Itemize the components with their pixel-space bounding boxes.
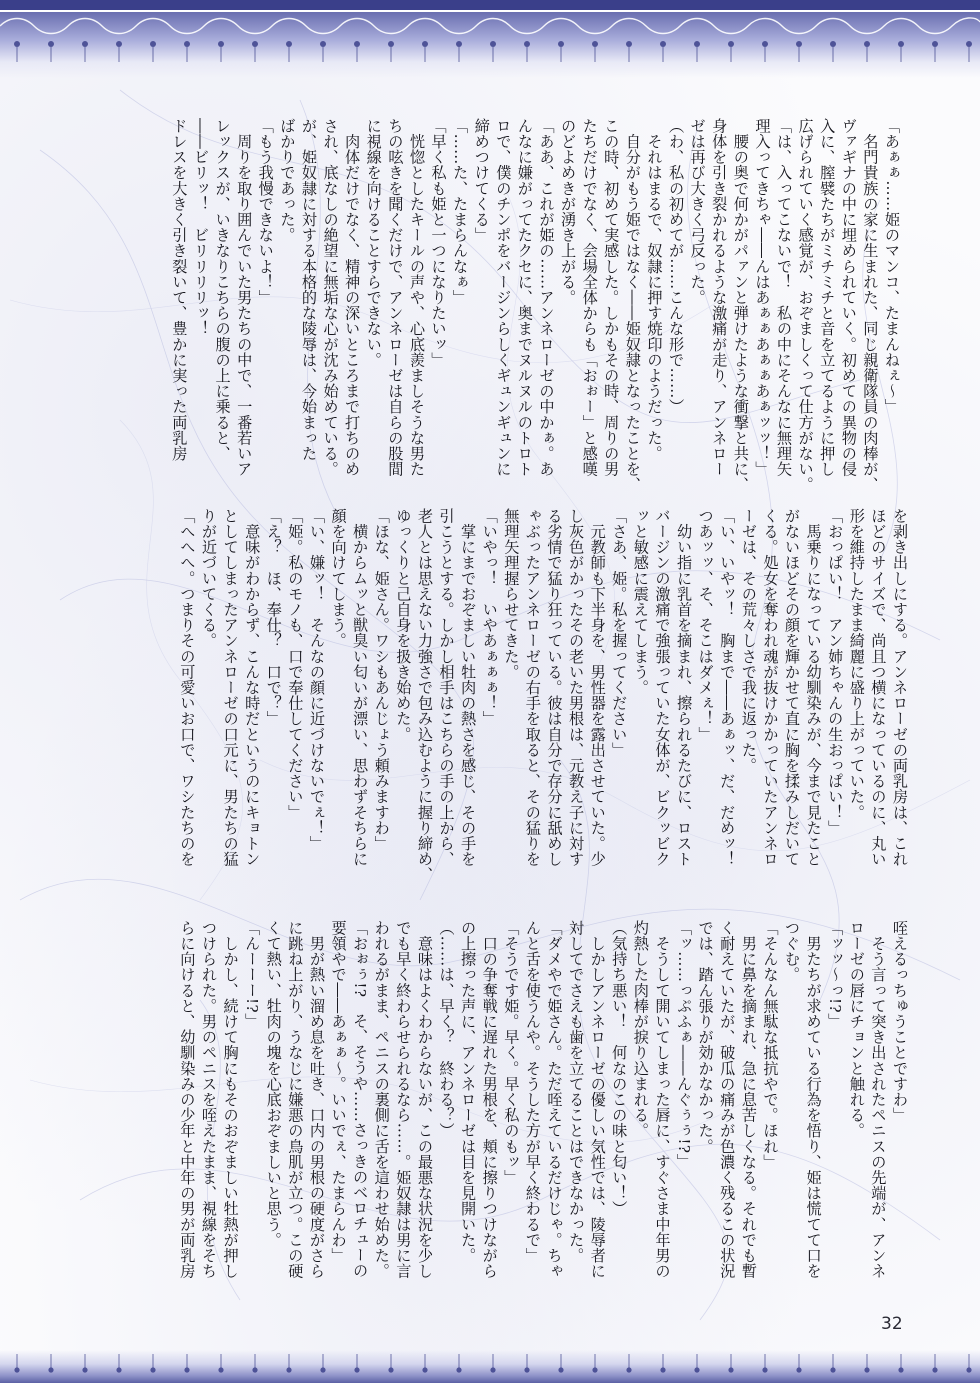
text-line: ドレスを大きく引き裂いて、豊かに実った両乳房 <box>170 118 189 462</box>
text-line: りが近づいてくる。 <box>200 508 218 649</box>
text-line: しかしアンネローゼの優しい気性では、陵辱者に <box>588 920 607 1279</box>
text-line: ゼは再び大きく弓反った。 <box>688 118 707 306</box>
text-line: 「そうです姫。早く。早く私のもッ」 <box>502 920 521 1186</box>
text-line: を剥き出しにする。アンネローゼの両乳房は、これ <box>891 508 909 867</box>
text-line: 男が熱い溜め息を吐き、口内の男根の硬度がさら <box>307 920 326 1279</box>
text-line: くる。処女を奪われ魂が抜けかかっていたアンネロ <box>761 508 780 867</box>
text-line: く耐えていたが、破瓜の痛みが色濃く残るこの状況 <box>718 920 737 1279</box>
text-line: 引こうとする。しかし相手はこちらの手の上から、 <box>437 508 456 867</box>
text-block-lower <box>176 920 910 1320</box>
text-line: 「ほな、姫さん。ワシもあんじょう頼みますわ」 <box>372 508 391 852</box>
text-line: それはまるで、奴隷に押す焼印のようだった。 <box>645 118 664 462</box>
text-line: つけられた。男のペニスを咥えたまま、視線をそち <box>200 920 218 1279</box>
text-line: し灰色がかったその老いた男根は、元教え子に対す <box>567 508 586 867</box>
text-line: 元教師も下半身を、男性器を露出させていた。少 <box>588 508 607 867</box>
text-line: われるがまま、ペニスの裏側に舌を這わせ始めた。 <box>372 920 391 1279</box>
text-line: （……は、早く？ 終わる？） <box>437 920 456 1139</box>
text-line: 灼熱した肉棒が捩り込まれる。 <box>631 920 650 1139</box>
text-line: の上擦った声に、アンネローゼは目を見開いた。 <box>459 920 478 1264</box>
text-line: 「へへへ。つまりその可愛いお口で、ワシたちのを <box>178 508 197 867</box>
text-line: 肉体だけでなく、精神の深いところまで打ちのめ <box>343 118 362 477</box>
text-line: しかし、続けて胸にもそのおぞましい牡熱が押し <box>221 920 240 1279</box>
text-line: がないほどその顔を輝かせて直に胸を揉みしだいて <box>783 508 802 867</box>
text-line: 対してでさえも歯を立てることはできなかった。 <box>567 920 586 1264</box>
text-line: 横からムッと獣臭い匂いが漂い、思わずそちらに <box>351 508 370 867</box>
text-block-middle <box>176 508 910 908</box>
text-line: が、姫奴隷に対する本格的な陵辱は、今始まった <box>299 118 318 462</box>
text-line: 馬乗りになっている幼馴染みが、今まで見たこと <box>804 508 823 867</box>
text-line: 「ああ、これが姫の……アンネローゼの中かぁ。あ <box>537 118 556 477</box>
text-line: 「さあ、姫。私を握ってください」 <box>610 508 629 758</box>
text-line: のどよめきが湧き上がる。 <box>559 118 578 306</box>
text-line: る劣情で猛り狂っている。彼は自分で存分に舐めし <box>545 508 564 867</box>
text-line: ばかりであった。 <box>278 118 297 243</box>
text-line: 「ッッ～っ!?」 <box>826 920 845 1029</box>
text-line: 広げられていく感覚が、おぞましくって仕方がない。 <box>796 118 815 493</box>
text-line: 要領やで――あぁぁ～。いいでぇ、たまらんわ」 <box>329 920 348 1264</box>
text-line: 「え？ ほ、奉仕？ 口で？」 <box>264 508 283 727</box>
text-block-upper <box>168 118 902 494</box>
text-line: らに向けると、幼馴染みの少年と中年の男が両乳房 <box>178 920 197 1279</box>
text-line: ーゼは、その荒々しさで我に返った。 <box>739 508 758 774</box>
text-line: つぐむ。 <box>783 920 802 983</box>
ornament-border-bottom <box>0 1350 980 1383</box>
text-line: ――ビリッ！ ビリリリリッ！ <box>192 118 210 337</box>
text-line: 咥えるっちゅうことですわ」 <box>891 920 909 1123</box>
text-line: 理入ってきちゃ――んはあぁぁあぁぁあぁッッ！」 <box>753 118 772 477</box>
text-line: 「おっぱい！ アン姉ちゃんの生おっぱい！」 <box>826 508 845 836</box>
text-line: くて熱い、牡肉の塊を心底おぞましいと思う。 <box>264 920 283 1248</box>
text-line: 意味はよくわからないが、この最悪な状況を少し <box>415 920 434 1279</box>
text-line: ヴァギナの中に埋められていく。初めての異物の侵 <box>839 118 858 477</box>
text-line: 「は、入ってこないで！ 私の中にそんなに無理矢 <box>775 118 794 477</box>
text-line: 「んーーー!?」 <box>243 920 262 1029</box>
text-line: 形を維持したまま綺麗に盛り上がっていた。 <box>847 508 866 820</box>
text-line: 「そんなん無駄な抵抗やで。ほれ」 <box>761 920 780 1170</box>
text-line: そうして開いてしまった唇に、すぐさま中年男の <box>653 920 672 1279</box>
decorative-header-band <box>0 0 980 78</box>
text-line: 「い、いやッ！ 胸まで――あぁッ、だ、だめッ！ <box>718 508 737 867</box>
text-line: 無理矢理握らせてきた。 <box>502 508 521 680</box>
text-line: でも早く終わらせられるなら……。姫奴隷は男に言 <box>394 920 413 1279</box>
text-line: 「早く私も姫と一つになりたいッ」 <box>429 118 448 368</box>
text-line: 幼い指に乳首を摘まれ、擦られるたびに、ロスト <box>675 508 694 867</box>
text-line: この時、初めて実感した。しかもその時、周りの男 <box>602 118 621 477</box>
text-line: 「ッ……っぷふぁ――んぐぅぅ!?」 <box>675 920 694 1169</box>
text-line: （わ、私の初めてが……こんな形で……） <box>667 118 686 415</box>
text-line: 「……た、たまらんなぁ」 <box>451 118 470 306</box>
decorative-footer-band <box>0 1350 980 1383</box>
text-line: 「ダメやで姫さん。ただ咥えているだけじゃ。ちゃ <box>545 920 564 1279</box>
text-line: 男たちが求めている行為を悟り、姫は慌てて口を <box>804 920 823 1279</box>
text-line: 口の争奪戦に遅れた男根を、頬に擦りつけながら <box>480 920 499 1279</box>
text-line: 男に鼻を摘まれ、急に息苦しくなる。それでも暫 <box>739 920 758 1279</box>
text-line: 「あぁぁ……姫のマンコ、たまんねぇ～」 <box>883 118 901 415</box>
text-line: つあッッ、そ、そこはダメぇ！」 <box>696 508 715 742</box>
text-line: 意味がわからず、こんな時だというのにキョトン <box>243 508 262 867</box>
text-line: 顔を向けてしまう。 <box>329 508 348 649</box>
text-line: 「い、嫌ッ！ そんなの顔に近づけないでぇ！」 <box>307 508 326 852</box>
text-line: ゆっくりと己自身を扱き始めた。 <box>394 508 413 742</box>
text-line: 「姫。私のモノも、口で奉仕してください」 <box>286 508 305 820</box>
text-line: 腰の奥で何かがパァンと弾けたような衝撃と共に、 <box>731 118 750 493</box>
text-line: 「もう我慢できないよ！」 <box>256 118 275 306</box>
text-line: ローゼの唇にチョンと触れる。 <box>847 920 866 1139</box>
text-line: に跳ね上がり、うなじに嫌悪の鳥肌が立つ。この硬 <box>286 920 305 1279</box>
text-line: 締めつけてくる」 <box>472 118 491 243</box>
text-line: そう言って突き出されたペニスの先端が、アンネ <box>869 920 888 1279</box>
text-line: ゃぶったアンネローゼの右手を取ると、その猛りを <box>523 508 542 867</box>
text-line: ちの呟きを聞くだけで、アンネローゼは自らの股間 <box>386 118 405 477</box>
text-line: ロで、僕のチンポをバージンらしくギュンギュンに <box>494 118 513 477</box>
text-line: 周りを取り囲んでいた男たちの中で、一番若いア <box>235 118 254 477</box>
text-line: され、底なしの絶望に無垢な心が沈み始めている。 <box>321 118 340 477</box>
text-line: バージンの激痛で強張っていた女体が、ビクッビク <box>653 508 672 867</box>
text-line: （気持ち悪い！ 何なのこの味と匂い！） <box>610 920 629 1217</box>
text-line: 入に、膣襞たちがミチミチと音を立てるように押し <box>818 118 837 477</box>
text-line: んと舌を使うんや。そうした方が早く終わるで」 <box>523 920 542 1264</box>
text-line: 掌にまでおぞましい牡肉の熱さを感じ、その手を <box>459 508 478 867</box>
text-line: 身体を引き裂かれるような激痛が走り、アンネロー <box>710 118 729 477</box>
text-line: 老人とは思えない力強さで包み込むように握り締め、 <box>415 508 434 883</box>
text-line: 自分がもう姫ではなく――姫奴隷となったことを、 <box>623 118 642 493</box>
text-line: に視線を向けることすらできない。 <box>364 118 383 368</box>
text-line: ッと敏感に震えてしまう。 <box>631 508 650 696</box>
text-line: では、踏ん張りが効かなかった。 <box>696 920 715 1154</box>
text-line: としてしまったアンネローゼの口元に、男たちの猛 <box>221 508 240 867</box>
text-line: たちだけでなく、会場全体からも「おぉー」と感嘆 <box>580 118 599 477</box>
text-line: レックスが、いきなりこちらの腹の上に乗ると、 <box>213 118 232 462</box>
text-line: 「いやっ！ いやあぁぁぁ！」 <box>480 508 499 727</box>
text-line: 恍惚としたキールの声や、心底羨ましそうな男た <box>407 118 426 477</box>
page-number: 32 <box>881 1314 903 1334</box>
ornament-border-top <box>0 0 980 78</box>
text-line: 「おぉぅ!? そ、そうや……さっきのベロチューの <box>351 920 370 1279</box>
text-line: 名門貴族の家に生まれた、同じ親衛隊員の肉棒が、 <box>861 118 880 493</box>
text-line: ほどのサイズで、尚且つ横になっているのに、丸い <box>869 508 888 867</box>
text-line: んなに嫌がってたクセに、奥までヌルヌルのトロト <box>515 118 534 477</box>
